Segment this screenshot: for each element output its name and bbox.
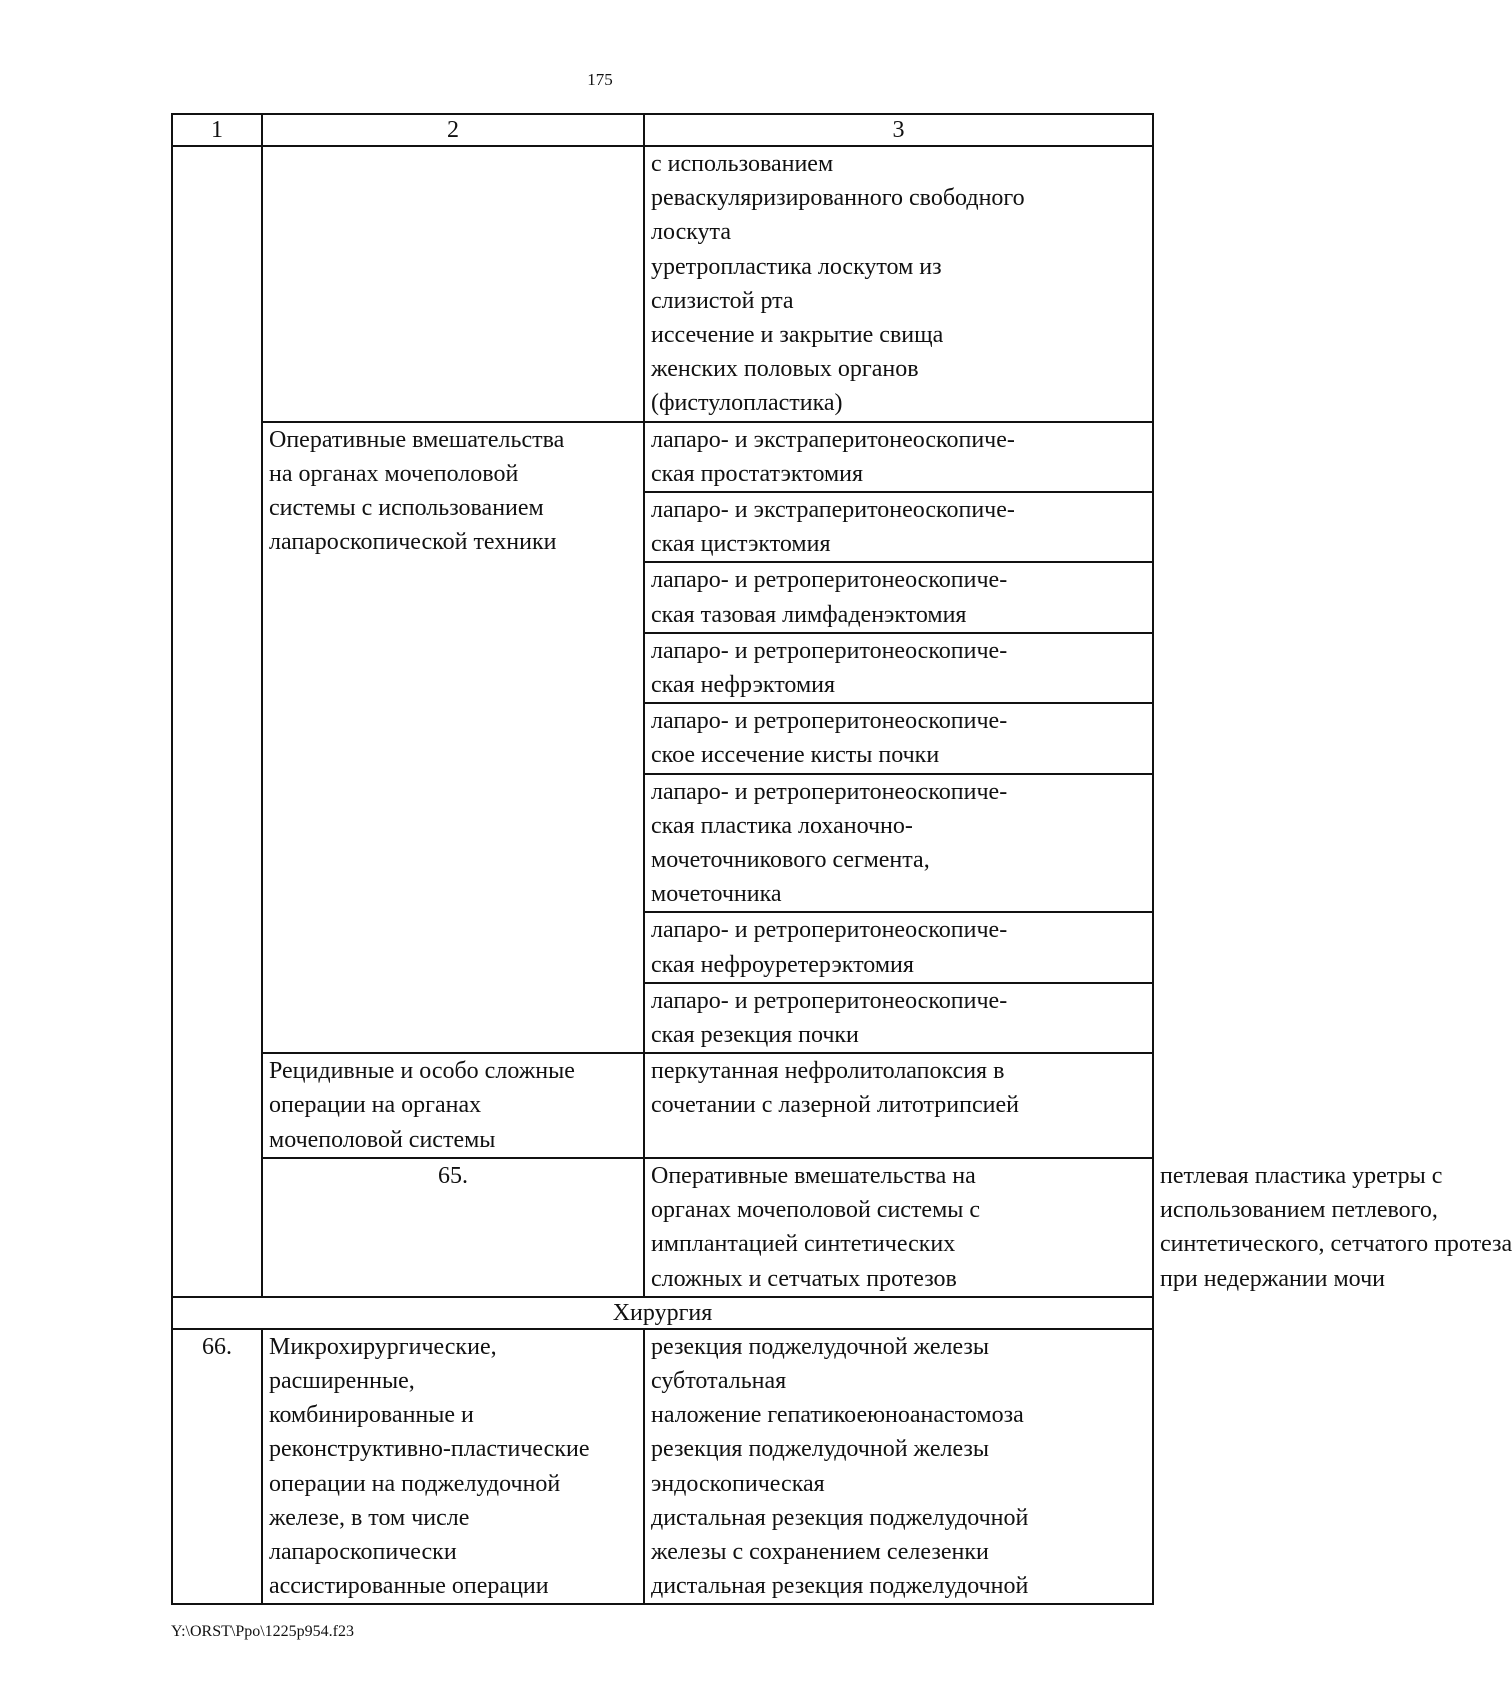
row-number: 65. (262, 1158, 644, 1297)
name-line: имплантацией синтетических (651, 1231, 956, 1258)
method-line: мочеточникового сегмента, (651, 847, 930, 874)
method-line: лапаро- и ретроперитонеоскопиче- (651, 567, 1008, 594)
method-line: лоскута (651, 219, 731, 246)
method-cell (644, 422, 1153, 492)
method-line: железы с сохранением селезенки (651, 1538, 989, 1565)
table-row (172, 1053, 1153, 1158)
column-header-2: 2 (262, 114, 644, 146)
name-line: ассистированные операции (269, 1573, 549, 1600)
table-row: 65. Оперативные вмешательства на органах мочеполовой системы с имплантацией синтетических сложных и сетчатых протезов петлевая пластика уретры с использованием петлевого, синтетического, сетчатого протеза при недержании мочи (172, 1158, 1153, 1297)
method-cell (644, 983, 1153, 1053)
method-cell (644, 912, 1153, 982)
name-line: Микрохирургические, (269, 1333, 497, 1360)
method-line: лапаро- и ретроперитонеоскопиче- (651, 917, 1008, 944)
file-path-footer: Y:\ORST\Ppo\1225p954.f23 (171, 1623, 354, 1640)
table-row (172, 146, 1153, 422)
table-row (172, 422, 1153, 492)
name-line: расширенные, (269, 1367, 415, 1394)
method-line: мочеточника (651, 881, 782, 908)
method-cell (644, 562, 1153, 632)
name-cell (262, 422, 644, 1054)
method-line: лапаро- и экстраперитонеоскопиче- (651, 497, 1015, 524)
method-line: перкутанная нефролитолапоксия в (651, 1058, 1005, 1085)
name-cell-empty (262, 146, 644, 422)
method-line: субтотальная (651, 1367, 787, 1394)
method-line: лапаро- и ретроперитонеоскопиче- (651, 778, 1008, 805)
method-line: слизистой рта (651, 287, 794, 314)
number-cell-empty (172, 146, 262, 1297)
column-header-1: 1 (172, 114, 262, 146)
name-cell (262, 1329, 644, 1605)
name-line: системы с использованием (269, 495, 544, 522)
name-line: Оперативные вмешательства (269, 426, 565, 453)
method-line: ская простатэктомия (651, 460, 864, 487)
name-line: органах мочеполовой системы с (651, 1197, 981, 1224)
name-line: лапароскопически (269, 1538, 457, 1565)
method-line: уретропластика лоскутом из (651, 253, 942, 280)
name-line: Оперативные вмешательства на (651, 1162, 976, 1189)
method-line: ская пластика лоханочно- (651, 812, 913, 839)
method-line: (фистулопластика) (651, 390, 843, 417)
method-line: лапаро- и ретроперитонеоскопиче- (651, 987, 1008, 1014)
method-line: резекция поджелудочной железы (651, 1436, 990, 1463)
method-line: лапаро- и экстраперитонеоскопиче- (651, 426, 1015, 453)
name-line: на органах мочеполовой (269, 460, 519, 487)
name-cell (644, 1158, 1153, 1297)
method-cell (644, 774, 1153, 913)
page-number: 175 (587, 70, 613, 89)
table-row (172, 1329, 1153, 1605)
method-line: резекция поджелудочной железы (651, 1333, 990, 1360)
method-line: реваскуляризированного свободного (651, 185, 1025, 212)
procedures-table (171, 113, 1512, 1605)
column-header-3: 3 (644, 114, 1153, 146)
name-line: реконструктивно-пластические (269, 1436, 590, 1463)
method-cell (644, 146, 1153, 422)
table-header-row (172, 114, 1153, 146)
method-line: ская цистэктомия (651, 531, 831, 558)
section-title: Хирургия (172, 1297, 1153, 1329)
name-line: железе, в том числе (269, 1504, 470, 1531)
section-row (172, 1297, 1153, 1329)
method-cell (644, 633, 1153, 703)
method-line: иссечение и закрытие свища (651, 322, 944, 349)
method-cell (644, 492, 1153, 562)
method-line: ское иссечение кисты почки (651, 742, 940, 769)
name-line: Рецидивные и особо сложные (269, 1058, 575, 1085)
name-line: операции на поджелудочной (269, 1470, 561, 1497)
method-line: ская резекция почки (651, 1022, 859, 1049)
method-line: ская тазовая лимфаденэктомия (651, 601, 967, 628)
method-cell (644, 1053, 1153, 1158)
method-line: наложение гепатикоеюноанастомоза (651, 1402, 1024, 1429)
method-line: ская нефрэктомия (651, 672, 836, 699)
name-line: лапароскопической техники (269, 529, 557, 556)
method-line: сочетании с лазерной литотрипсией (651, 1092, 1019, 1119)
row-number: 66. (172, 1329, 262, 1605)
method-cell (644, 703, 1153, 773)
method-line: лапаро- и ретроперитонеоскопиче- (651, 637, 1008, 664)
method-line: лапаро- и ретроперитонеоскопиче- (651, 708, 1008, 735)
name-line: мочеполовой системы (269, 1126, 496, 1153)
name-line: комбинированные и (269, 1402, 474, 1429)
name-line: сложных и сетчатых протезов (651, 1265, 957, 1292)
name-line: операции на органах (269, 1092, 482, 1119)
method-line: эндоскопическая (651, 1470, 825, 1497)
method-line: ская нефроуретерэктомия (651, 951, 914, 978)
name-cell (262, 1053, 644, 1158)
method-line: дистальная резекция поджелудочной (651, 1573, 1029, 1600)
method-cell (644, 1329, 1153, 1605)
method-line: женских половых органов (651, 356, 919, 383)
method-line: с использованием (651, 151, 834, 177)
method-line: дистальная резекция поджелудочной (651, 1504, 1029, 1531)
